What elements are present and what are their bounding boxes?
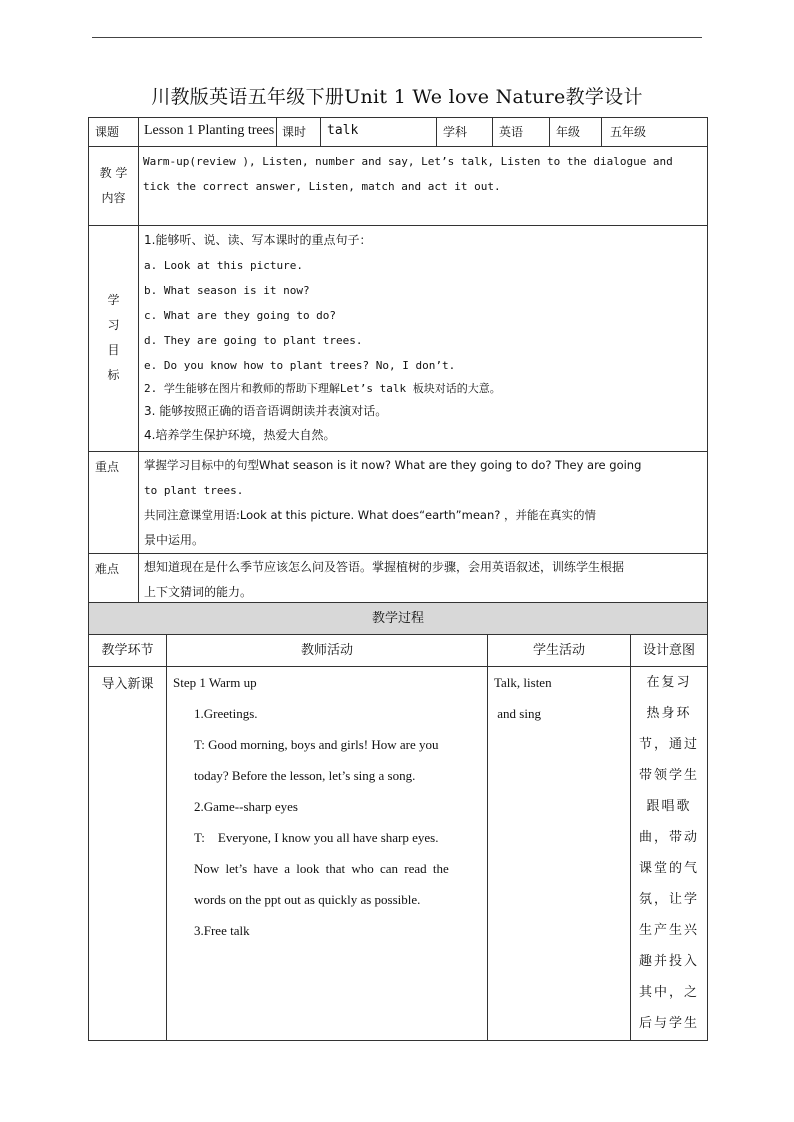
subject-value: 英语 [493,118,550,147]
label-topic: 课题 [89,118,139,147]
label-objectives: 学 习 目 标 [89,226,139,452]
label-content: 教 学 内容 [89,147,139,226]
design-intent-cell: 在复习 热身环 节，通过 带领学生 跟唱歌 曲，带动 课堂的气 氛，让学 生产生兴 趣并投入 其中，之 后与学生 [631,667,708,1041]
teacher-activity-cell: Step 1 Warm up 1.Greetings. T: Good morning, boys and girls! How are you today? Before the lesson, let’s sing a song. 2.Game--sharp eyes T: Everyone, I know you all have sharp eyes. Now let’s have a look that who can read the words on the ppt out as quickly as possible. 3.Free talk [167,667,488,1041]
col-teacher-activity: 教师活动 [167,635,488,667]
label-key-points: 重点 [89,452,139,554]
student-activity-cell: Talk, listen and sing [488,667,631,1041]
col-design-intent: 设计意图 [631,635,708,667]
label-difficult-points: 难点 [89,554,139,606]
period-value: talk [321,118,437,147]
stage-cell: 导入新课 [89,667,167,1041]
teaching-content: Warm-up(review ), Listen, number and say, Let’s talk, Listen to the dialogue and tick the correct answer, Listen, match and act it out. [139,147,708,226]
col-stage: 教学环节 [89,635,167,667]
learning-objectives: 1.能够听、说、读、写本课时的重点句子： a. Look at this picture. b. What season is it now? c. What are they going to do? d. They are going to plant trees. e. Do you know how to plant trees? No, I don’t. 2. 学生能够在图片和教师的帮助下理解Let’s talk 板块对话的大意。 3. 能够按照正确的语音语调朗读并表演对话。 4.培养学生保护环境，热爱大自然。 [139,226,708,452]
document-title: 川教版英语五年级下册Unit 1 We love Nature教学设计 [151,86,643,108]
col-student-activity: 学生活动 [488,635,631,667]
key-points: 掌握学习目标中的句型What season is it now? What are they going to do? They are going to plant trees. 共同注意课堂用语:Look at this picture. What does“earth”mean? ，并能在真实的情 景中运用。 [139,452,708,554]
header-rule [92,37,702,38]
process-header: 教学过程 [89,603,708,635]
grade-value: 五年级 [602,118,708,147]
topic-value: Lesson 1 Planting trees [139,118,277,147]
teaching-process-table [88,602,708,1041]
lesson-info-table [88,117,708,606]
table-row [89,667,708,1041]
label-grade: 年级 [550,118,602,147]
label-period: 课时 [277,118,321,147]
difficult-points: 想知道现在是什么季节应该怎么问及答语。掌握植树的步骤，会用英语叙述，训练学生根据 上下文猜词的能力。 [139,554,708,606]
label-subject: 学科 [437,118,493,147]
